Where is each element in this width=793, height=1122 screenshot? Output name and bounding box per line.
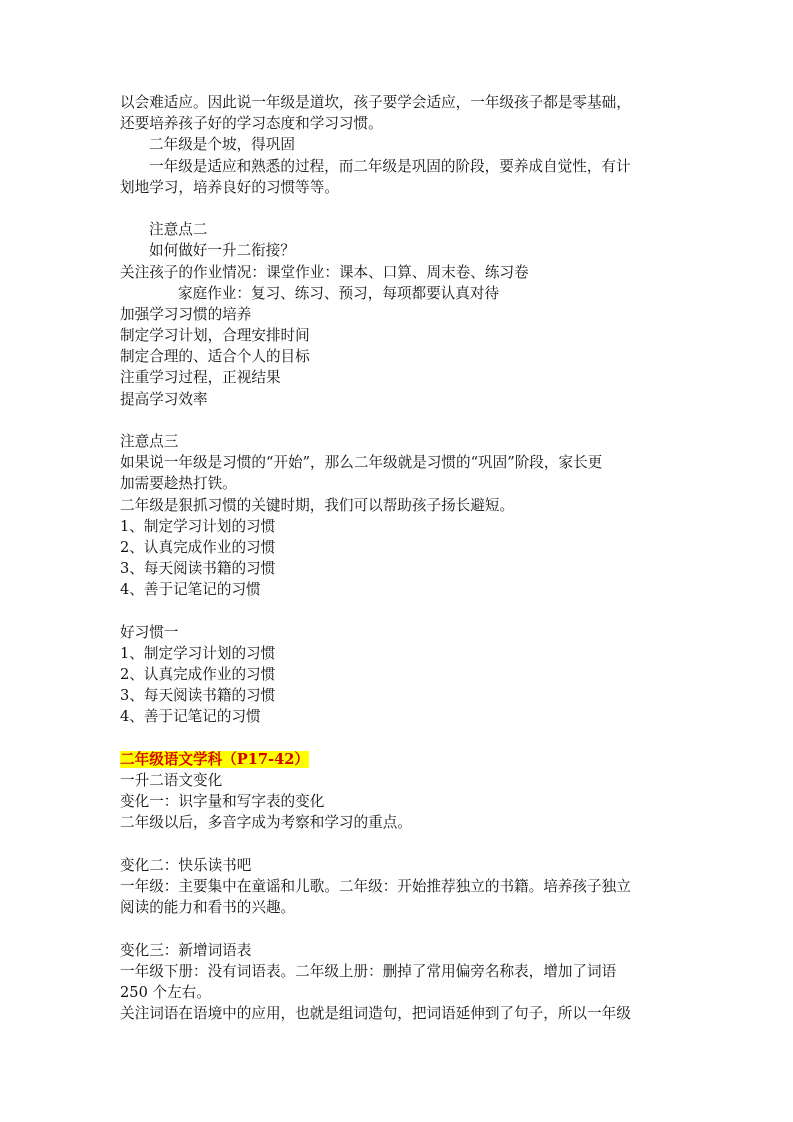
paragraph-line: 变化三：新增词语表: [120, 941, 252, 959]
paragraph-line: 注重学习过程，正视结果: [120, 369, 281, 387]
list-item: 4、善于记笔记的习惯: [120, 581, 261, 599]
paragraph-line: 家庭作业：复习、练习、预习，每项都要认真对待: [178, 284, 500, 302]
section-heading: 好习惯一: [120, 623, 179, 641]
paragraph-line: 变化二：快乐读书吧: [120, 856, 252, 874]
list-item: 1、制定学习计划的习惯: [120, 517, 276, 535]
blank-line: [120, 410, 676, 431]
blank-line: [120, 198, 676, 219]
paragraph-line: 关注词语在语境中的应用，也就是组词造句，把词语延伸到了句子，所以一年级: [120, 1005, 631, 1023]
paragraph-line: 如何做好一升二衔接？: [149, 242, 295, 260]
document-body: [120, 92, 676, 1024]
section-heading: 注意点三: [120, 433, 179, 450]
list-item: 4、善于记笔记的习惯: [120, 708, 261, 726]
paragraph-line: 划地学习，培养良好的习惯等等。: [120, 178, 339, 196]
paragraph-line: 变化一：识字量和写字表的变化: [120, 793, 325, 811]
paragraph-line: 二年级是个坡，得巩固: [149, 136, 295, 154]
list-item: 3、每天阅读书籍的习惯: [120, 687, 276, 705]
paragraph-line: 一年级是适应和熟悉的过程，而二年级是巩固的阶段，要养成自觉性，有计: [149, 157, 631, 175]
highlighted-heading-line: [120, 749, 676, 770]
paragraph-line: 如果说一年级是习惯的“开始”，那么二年级就是习惯的“巩固”阶段，家长更: [120, 454, 603, 472]
blank-line: [120, 918, 676, 939]
paragraph-line: 250 个左右。: [120, 983, 211, 1001]
paragraph-line: 关注孩子的作业情况：课堂作业：课本、口算、周末卷、练习卷: [120, 263, 529, 281]
paragraph-line: 加强学习习惯的培养: [120, 305, 252, 323]
section-heading: 注意点二: [149, 221, 208, 239]
list-item: 2、认真完成作业的习惯: [120, 666, 276, 684]
paragraph-line: 阅读的能力和看书的兴趣。: [120, 899, 296, 917]
paragraph-line: 以会难适应。因此说一年级是道坎，孩子要学会适应，一年级孩子都是零基础，: [120, 94, 631, 111]
paragraph-line: 一升二语文变化: [120, 772, 223, 789]
paragraph-line: 二年级是狠抓习惯的关键时期，我们可以帮助孩子扬长避短。: [120, 496, 515, 514]
list-item: 1、制定学习计划的习惯: [120, 644, 276, 662]
paragraph-line: 制定学习计划，合理安排时间: [120, 327, 310, 345]
paragraph-line: 还要培养孩子好的学习态度和学习习惯。: [120, 115, 383, 133]
blank-line: [120, 834, 676, 855]
highlighted-heading: 二年级语文学科（P17-42）: [120, 750, 309, 768]
paragraph-line: 二年级以后，多音字成为考察和学习的重点。: [120, 814, 412, 832]
list-item: 2、认真完成作业的习惯: [120, 538, 276, 556]
paragraph-line: 一年级下册：没有词语表。二年级上册：删掉了常用偏旁名称表，增加了词语: [120, 962, 617, 980]
blank-line: [120, 601, 676, 622]
paragraph-line: 一年级：主要集中在童谣和儿歌。二年级：开始推荐独立的书籍。培养孩子独立: [120, 877, 631, 895]
paragraph-line: 制定合理的、适合个人的目标: [120, 348, 310, 366]
paragraph-line: 提高学习效率: [120, 390, 208, 408]
paragraph-line: 加需要趁热打铁。: [120, 475, 237, 493]
blank-line: [120, 728, 676, 749]
list-item: 3、每天阅读书籍的习惯: [120, 560, 276, 578]
